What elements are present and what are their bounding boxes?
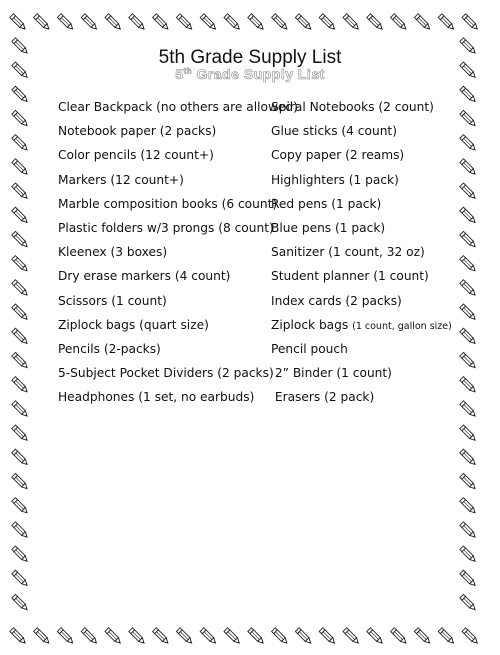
pencil-icon bbox=[176, 14, 193, 31]
pencil-icon bbox=[460, 449, 477, 466]
pencil-icon bbox=[460, 256, 477, 273]
list-item: Dry erase markers (4 count) bbox=[58, 269, 231, 284]
pencil-icon bbox=[460, 546, 477, 563]
pencil-icon bbox=[272, 14, 289, 31]
pencil-icon bbox=[12, 449, 29, 466]
pencil-icon bbox=[460, 401, 477, 418]
pencil-icon bbox=[462, 628, 479, 645]
pencil-icon bbox=[460, 86, 477, 103]
list-item-label: Erasers (2 pack) bbox=[274, 390, 375, 405]
pencil-icon bbox=[414, 14, 431, 31]
pencil-icon bbox=[460, 425, 477, 442]
list-item: Scissors (1 count) bbox=[58, 293, 167, 308]
pencil-icon bbox=[224, 628, 241, 645]
list-item: Plastic folders w/3 prongs (8 count) bbox=[58, 220, 274, 235]
pencil-icon bbox=[200, 628, 217, 645]
pencil-icon bbox=[12, 498, 29, 515]
pencil-icon bbox=[460, 304, 477, 321]
pencil-icon bbox=[460, 183, 477, 200]
pencil-icon bbox=[319, 628, 336, 645]
pencil-icon bbox=[319, 14, 336, 31]
pencil-icon bbox=[248, 628, 265, 645]
list-item: Ziplock bags (quart size) bbox=[58, 317, 209, 332]
pencil-icon bbox=[12, 328, 29, 345]
list-item: Pencils (2-packs) bbox=[58, 341, 161, 356]
pencil-icon bbox=[460, 280, 477, 297]
list-item bbox=[271, 385, 452, 409]
page-title: 5th Grade Supply List bbox=[158, 47, 342, 68]
pencil-icon bbox=[12, 135, 29, 152]
pencil-icon bbox=[295, 628, 312, 645]
list-item: Spiral Notebooks (2 count) bbox=[271, 100, 434, 114]
pencil-icon bbox=[81, 14, 98, 31]
pencil-icon bbox=[272, 628, 289, 645]
pencil-icon bbox=[81, 628, 98, 645]
list-item: Clear Backpack (no others are allowed) bbox=[58, 100, 298, 114]
pencil-icon bbox=[343, 628, 360, 645]
list-item: Marble composition books (6 count) bbox=[58, 196, 278, 211]
pencil-icon bbox=[129, 628, 146, 645]
pencil-icon bbox=[12, 86, 29, 103]
pencil-icon bbox=[12, 425, 29, 442]
list-item: Glue sticks (4 count) bbox=[271, 124, 397, 139]
pencil-icon bbox=[460, 231, 477, 248]
pencil-icon bbox=[12, 522, 29, 539]
pencil-icon bbox=[295, 14, 312, 31]
pencil-icon bbox=[414, 628, 431, 645]
pencil-icon bbox=[34, 14, 51, 31]
pencil-icon bbox=[438, 628, 455, 645]
pencil-icon bbox=[10, 14, 27, 31]
list-item: Markers (12 count+) bbox=[58, 172, 184, 187]
list-item: Kleenex (3 boxes) bbox=[58, 245, 168, 260]
list-item: Headphones (1 set, no earbuds) bbox=[58, 390, 255, 405]
pencil-icon bbox=[105, 628, 122, 645]
pencil-icon bbox=[438, 14, 455, 31]
list-item: Color pencils (12 count+) bbox=[58, 148, 214, 163]
pencil-icon bbox=[12, 401, 29, 418]
pencil-icon bbox=[176, 628, 193, 645]
subtitle-lead: 5 bbox=[175, 66, 184, 82]
pencil-icon bbox=[460, 352, 477, 369]
pencil-icon bbox=[460, 594, 477, 611]
pencil-icon bbox=[224, 14, 241, 31]
pencil-icon bbox=[248, 14, 265, 31]
list-item: 5-Subject Pocket Dividers (2 packs) bbox=[58, 366, 274, 381]
list-item: Pencil pouch bbox=[271, 341, 348, 356]
list-item: Sanitizer (1 count, 32 oz) bbox=[271, 245, 425, 260]
pencil-icon bbox=[12, 183, 29, 200]
pencil-icon bbox=[12, 377, 29, 394]
pencil-icon bbox=[12, 231, 29, 248]
pencil-icon bbox=[57, 14, 74, 31]
pencil-icon bbox=[12, 352, 29, 369]
pencil-icon bbox=[200, 14, 217, 31]
list-item-note: (1 count, gallon size) bbox=[352, 320, 452, 332]
pencil-icon bbox=[367, 628, 384, 645]
pencil-icon bbox=[12, 159, 29, 176]
subtitle-rest: Grade Supply List bbox=[192, 66, 325, 82]
pencil-icon bbox=[10, 628, 27, 645]
list-item: Red pens (1 pack) bbox=[271, 196, 382, 211]
pencil-icon bbox=[460, 110, 477, 127]
pencil-icon bbox=[129, 14, 146, 31]
pencil-icon bbox=[12, 570, 29, 587]
list-item-label: Ziplock bags bbox=[271, 317, 349, 332]
list-item: Blue pens (1 pack) bbox=[271, 220, 386, 235]
pencil-icon bbox=[367, 14, 384, 31]
list-item-label: 2” Binder (1 count) bbox=[274, 366, 392, 381]
pencil-icon bbox=[460, 159, 477, 176]
pencil-icon bbox=[460, 377, 477, 394]
pencil-icon bbox=[12, 594, 29, 611]
list-item: Highlighters (1 pack) bbox=[271, 172, 399, 187]
list-item: Copy paper (2 reams) bbox=[271, 148, 405, 163]
pencil-icon bbox=[460, 328, 477, 345]
pencil-icon bbox=[460, 207, 477, 224]
subtitle-superscript: th bbox=[183, 66, 193, 76]
pencil-icon bbox=[12, 473, 29, 490]
list-item bbox=[271, 313, 452, 337]
list-item bbox=[271, 361, 452, 385]
pencil-icon bbox=[343, 14, 360, 31]
pencil-icon bbox=[391, 628, 408, 645]
pencil-icon bbox=[153, 14, 170, 31]
pencil-icon bbox=[12, 546, 29, 563]
pencil-icon bbox=[460, 498, 477, 515]
pencil-icon bbox=[153, 628, 170, 645]
pencil-icon bbox=[460, 570, 477, 587]
pencil-icon bbox=[391, 14, 408, 31]
supply-list-right bbox=[271, 95, 452, 409]
pencil-icon bbox=[12, 110, 29, 127]
supply-list-left bbox=[58, 95, 298, 409]
pencil-icon bbox=[460, 135, 477, 152]
pencil-icon bbox=[460, 522, 477, 539]
pencil-icon bbox=[105, 14, 122, 31]
pencil-icon bbox=[460, 473, 477, 490]
pencil-icon bbox=[462, 14, 479, 31]
list-item: Notebook paper (2 packs) bbox=[58, 124, 217, 139]
pencil-icon bbox=[12, 207, 29, 224]
pencil-icon bbox=[12, 280, 29, 297]
pencil-icon bbox=[34, 628, 51, 645]
pencil-icon bbox=[57, 628, 74, 645]
list-item: Student planner (1 count) bbox=[271, 269, 429, 284]
pencil-icon bbox=[12, 256, 29, 273]
pencil-icon bbox=[12, 304, 29, 321]
page-subtitle bbox=[0, 66, 500, 82]
list-item: Index cards (2 packs) bbox=[271, 293, 402, 308]
